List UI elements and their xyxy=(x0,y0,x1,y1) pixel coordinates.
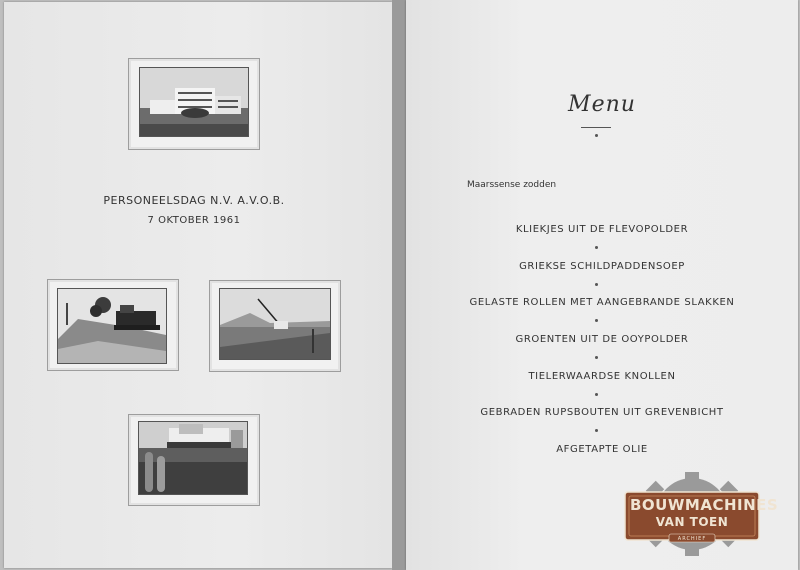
menu-heading-dot xyxy=(595,134,598,137)
course-separator-dot xyxy=(595,246,598,249)
watermark-logo xyxy=(621,470,779,558)
photo-building xyxy=(139,67,249,137)
event-title: PERSONEELSDAG N.V. A.V.O.B. xyxy=(103,194,285,207)
photo-dredger xyxy=(138,421,248,495)
course-separator-dot xyxy=(595,393,598,396)
course-separator-dot xyxy=(595,319,598,322)
menu-course: AFGETAPTE OLIE xyxy=(556,444,648,455)
menu-course: GRIEKSE SCHILDPADDENSOEP xyxy=(519,261,685,272)
photo-earthworks xyxy=(57,288,167,364)
menu-course: GELASTE ROLLEN MET AANGEBRANDE SLAKKEN xyxy=(469,297,735,308)
menu-course: KLIEKJES UIT DE FLEVOPOLDER xyxy=(515,224,689,235)
menu-course: TIELERWAARDSE KNOLLEN xyxy=(528,371,676,382)
course-separator-dot xyxy=(595,356,598,359)
menu-course: GROENTEN UIT DE OOYPOLDER xyxy=(515,334,689,345)
watermark-line-2: VAN TOEN xyxy=(655,515,729,529)
course-separator-dot xyxy=(595,429,598,432)
course-separator-dot xyxy=(595,283,598,286)
watermark-line-1: BOUWMACHINES xyxy=(630,496,779,514)
page-gap xyxy=(392,0,406,570)
photo-crane xyxy=(219,288,331,360)
menu-heading-rule xyxy=(581,127,611,128)
menu-aperitif: Maarssense zodden xyxy=(467,180,557,190)
event-date: 7 OKTOBER 1961 xyxy=(147,215,241,226)
watermark-line-3: ARCHIEF xyxy=(677,536,707,542)
menu-heading: Menu xyxy=(568,92,636,117)
menu-course: GEBRADEN RUPSBOUTEN UIT GREVENBICHT xyxy=(480,407,724,418)
